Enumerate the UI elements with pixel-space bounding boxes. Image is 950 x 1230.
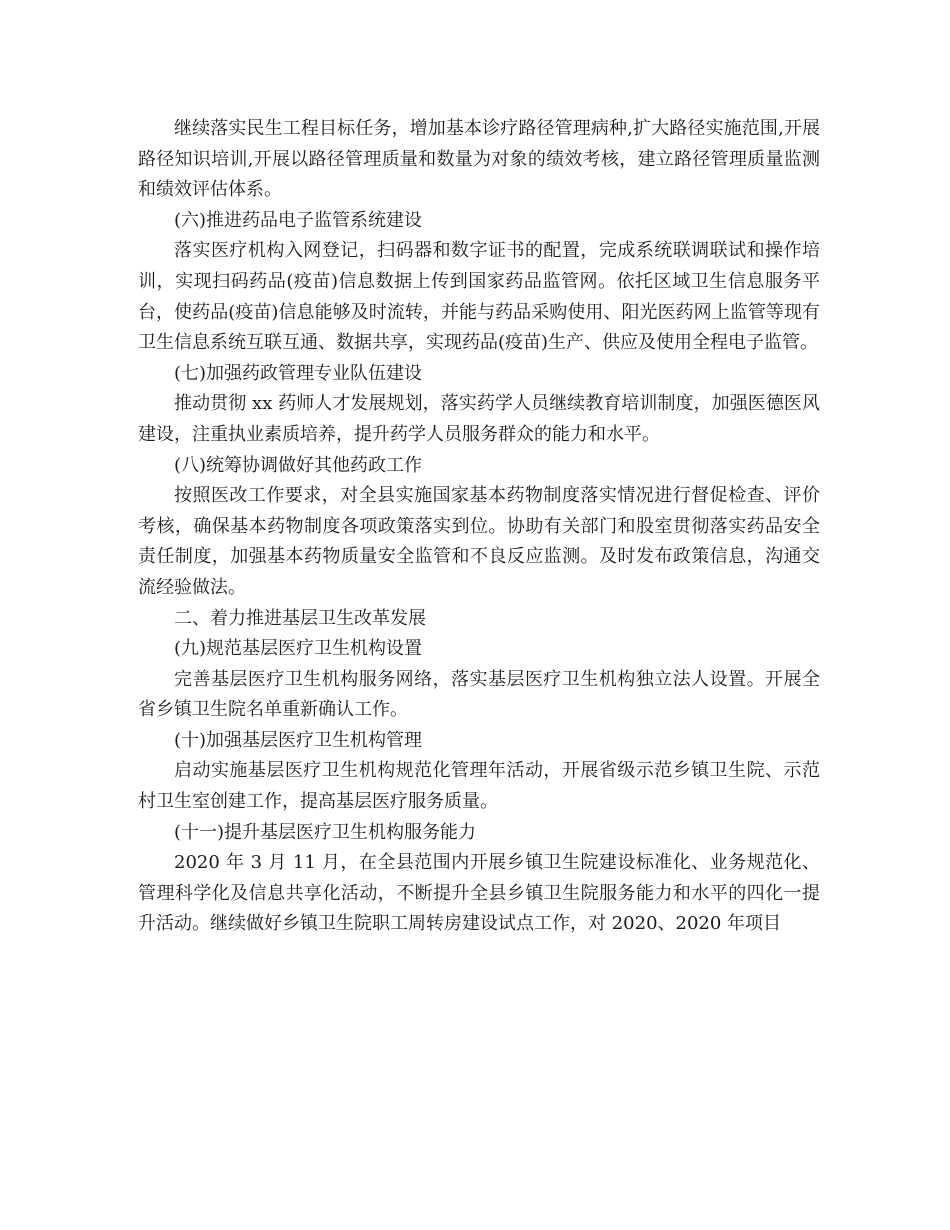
para-standardized-management: 启动实施基层医疗卫生机构规范化管理年活动，开展省级示范乡镇卫生院、示范村卫生室创建工作，提高基层医疗服务质量。 <box>138 760 820 813</box>
heading-section-8: (八)统筹协调做好其他药政工作 <box>174 454 423 476</box>
para-service-capacity: 2020 年 3 月 11 月，在全县范围内开展乡镇卫生院建设标准化、业务规范化、管理科学化及信息共享化活动，不断提升全县乡镇卫生院服务能力和水平的四化一提升活动。继续做好乡镇卫生院职工周转房建设试点工作，对 2020、2020 年项目 <box>138 852 820 935</box>
heading-section-7: (七)加强药政管理专业队伍建设 <box>174 362 423 384</box>
para-path-management-task: 继续落实民生工程目标任务，增加基本诊疗路径管理病种,扩大路径实施范围,开展路径知识培训,开展以路径管理质量和数量为对象的绩效考核，建立路径管理质量监测和绩效评估体系。 <box>138 118 820 201</box>
para-grassroots-network: 完善基层医疗卫生机构服务网络，落实基层医疗卫生机构独立法人设置。开展全省乡镇卫生院名单重新确认工作。 <box>138 668 820 721</box>
para-drug-supervision: 落实医疗机构入网登记，扫码器和数字证书的配置，完成系统联调联试和操作培训，实现扫码药品(疫苗)信息数据上传到国家药品监管网。依托区域卫生信息服务平台，使药品(疫苗)信息能够及时流转，并能与药品采购使用、阳光医药网上监管等现有卫生信息系统互联互通、数据共享，实现药品(疫苗)生产、供应及使用全程电子监管。 <box>138 240 820 354</box>
heading-section-11: (十一)提升基层医疗卫生机构服务能力 <box>174 821 477 843</box>
heading-section-9: (九)规范基层医疗卫生机构设置 <box>174 638 423 660</box>
heading-section-10: (十)加强基层医疗卫生机构管理 <box>174 729 423 751</box>
para-pharmacist-training: 推动贯彻 xx 药师人才发展规划，落实药学人员继续教育培训制度，加强医德医风建设，注重执业素质培养，提升药学人员服务群众的能力和水平。 <box>138 393 820 445</box>
heading-section-6: (六)推进药品电子监管系统建设 <box>174 209 423 231</box>
document-body <box>138 114 820 940</box>
heading-part-2: 二、着力推进基层卫生改革发展 <box>174 607 426 629</box>
para-other-drug-work: 按照医改工作要求，对全县实施国家基本药物制度落实情况进行督促检查、评价考核，确保基本药物制度各项政策落实到位。协助有关部门和股室贯彻落实药品安全责任制度，加强基本药物质量安全监管和不良反应监测。及时发布政策信息，沟通交流经验做法。 <box>138 485 820 598</box>
